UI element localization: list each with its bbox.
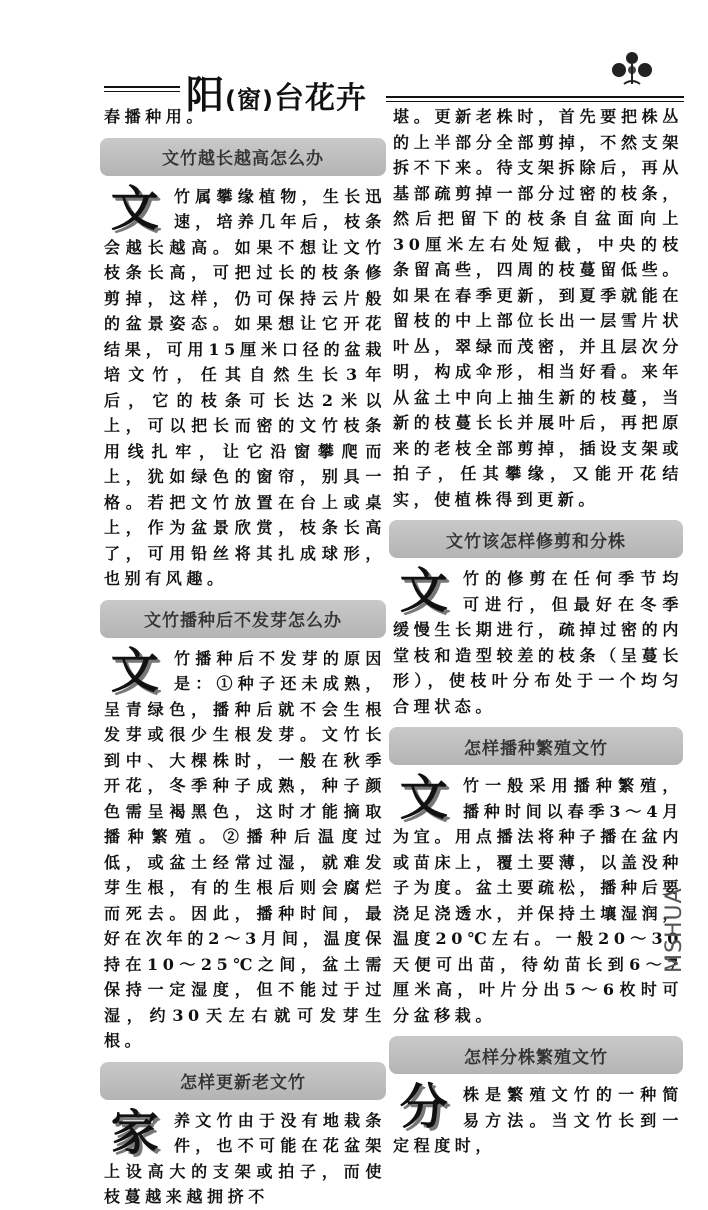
article-section <box>104 138 386 592</box>
flower-icon <box>610 50 654 90</box>
header-rule-right <box>386 96 684 98</box>
continued-text: 堪。更新老株时，首先要把株丛的上半部分全部剪掉，不然支架拆不下来。待支架拆除后，再从基部疏剪掉一部分过密的枝条，然后把留下的枝条自盆面向上30厘米左右处短截，中央的枝条留高些，四周的枝蔓留低些。如果在春季更新，到夏季就能在留枝的中上部位长出一层雪片状叶丛，翠绿而茂密，并且层次分明，构成伞形，相当好看。来年从盆土中向上抽生新的枝蔓，当新的枝蔓长长并展叶后，再把原来的老枝全部剪掉，插设支架或拍子，任其攀缘，又能开花结实，使植株得到更新。 <box>393 107 683 509</box>
drop-cap: 文 <box>110 180 164 237</box>
watermark: MSHUA <box>662 887 687 973</box>
body-text: 竹一般采用播种繁殖，播种时间以春季3～4月为宜。用点播法将种子播在盆内或苗床上，覆土要薄，以盖没种子为度。盆土要疏松，播种后要浇足浇透水，并保持土壤湿润，温度20℃左右。一般20～30天便可出苗，待幼苗长到6～7厘米高，叶片分出5～6枚时可分盆移栽。 <box>393 776 683 1025</box>
section-body <box>104 642 386 1054</box>
right-column <box>393 104 683 1159</box>
title-paren: (窗) <box>225 86 274 114</box>
drop-cap: 分 <box>399 1079 453 1135</box>
article-section <box>393 520 683 719</box>
section-heading: 文竹该怎样修剪和分株 <box>389 520 683 558</box>
section-body <box>393 563 683 719</box>
title-rest: 台花卉 <box>273 81 367 116</box>
body-text: 竹属攀缘植物，生长迅速，培养几年后，枝条会越长越高。如果不想让文竹枝条长高，可把过长的枝条修剪掉，这样，仍可保持云片般的盆景姿态。如果想让它开花结果，可用15厘米口径的盆栽培文竹，任其自然生长3年后，它的枝条可长达2米以上，可以把长而密的文竹枝条用线扎牢，让它沿窗攀爬而上，犹如绿色的窗帘，别具一格。若把文竹放置在台上或桌上，作为盆景欣赏，枝条长高了，可用铅丝将其扎成球形，也别有风趣。 <box>104 186 386 588</box>
header-rule-left-thin <box>104 91 180 92</box>
intro-text: 春播种用。 <box>104 107 208 126</box>
left-column <box>104 104 386 1210</box>
body-text: 竹的修剪在任何季节均可进行，但最好在冬季缓慢生长期进行，疏掉过密的内堂枝和造型较差的枝条（呈蔓长形），使枝叶分布处于一个均匀合理状态。 <box>393 569 683 716</box>
section-heading: 文竹越长越高怎么办 <box>100 138 386 176</box>
section-heading: 文竹播种后不发芽怎么办 <box>100 600 386 638</box>
section-heading: 怎样分株繁殖文竹 <box>389 1036 683 1074</box>
drop-cap: 文 <box>399 770 453 826</box>
body-text: 竹播种后不发芽的原因是：①种子还未成熟，呈青绿色，播种后就不会生根发芽或很少生根发芽。文竹长到中、大棵株时，一般在秋季开花，冬季种子成熟，种子颜色需呈褐黑色，这时才能摘取播种繁殖。②播种后温度过低，或盆土经常过湿，就难发芽生根，有的生根后则会腐烂而死去。因此，播种时间，最好在次年的2～3月间，温度保持在10～25℃之间，盆土需保持一定湿度，但不能过于过湿，约30天左右就可发芽生根。 <box>104 648 386 1050</box>
article-section <box>393 727 683 1028</box>
article-section <box>104 1062 386 1210</box>
section-body <box>393 1079 683 1159</box>
section-body <box>104 180 386 592</box>
article-section <box>104 600 386 1054</box>
section-body <box>393 770 683 1028</box>
drop-cap: 家 <box>110 1104 164 1161</box>
drop-cap: 文 <box>399 563 453 619</box>
header-rule-left <box>104 86 180 88</box>
article-section <box>393 1036 683 1159</box>
section-heading: 怎样播种繁殖文竹 <box>389 727 683 765</box>
section-body <box>104 1104 386 1210</box>
section-heading: 怎样更新老文竹 <box>100 1062 386 1100</box>
drop-cap: 文 <box>110 642 164 699</box>
title-big-char: 阳 <box>186 73 226 117</box>
body-text: 养文竹由于没有地栽条件，也不可能在花盆架上设高大的支架或拍子，而使枝蔓越来越拥挤不 <box>104 1110 386 1206</box>
body-text: 株是繁殖文竹的一种简易方法。当文竹长到一定程度时， <box>393 1085 683 1155</box>
header-rule-right-thin <box>386 101 684 102</box>
